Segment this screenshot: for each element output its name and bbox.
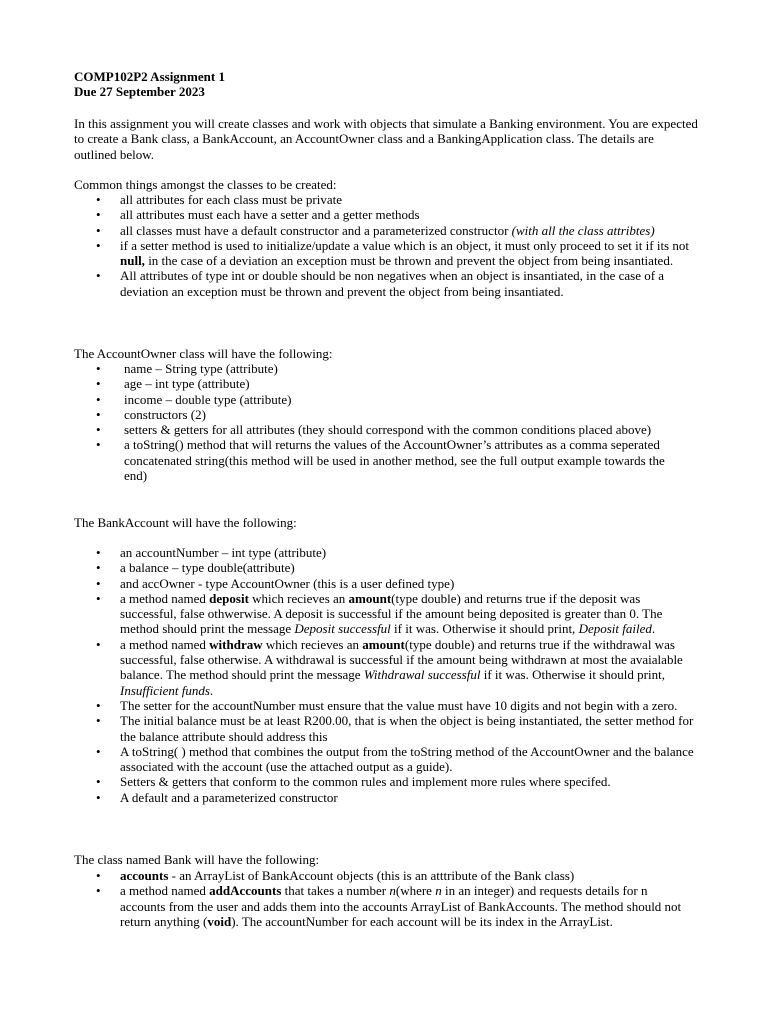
common-heading: Common things amongst the classes to be created:	[74, 177, 337, 192]
list-item: • accounts - an ArrayList of BankAccount objects (this is an atttribute of the Bank class)	[96, 868, 696, 883]
list-item: • A toString( ) method that combines the output from the toString method of the AccountOwner and the balance associated with the account (use the attached output as a guide).	[96, 744, 696, 775]
assignment-title: COMP102P2 Assignment 1	[74, 69, 225, 84]
list-item: • name – String type (attribute)	[96, 361, 666, 376]
list-item: • and accOwner - type AccountOwner (this is a user defined type)	[96, 576, 696, 591]
list-item: • a toString() method that will returns the values of the AccountOwner’s attributes as a comma seperated concatenated string(this method will be used in another method, see the full output example towards the end)	[96, 437, 666, 483]
list-item: • a method named withdraw which recieves an amount(type double) and returns true if the withdrawal was successful, false otherwise. A withdrawal is successful if the amount being withdrawn at most the avaialable balance. The method should print the message Withdrawal successful if it was. Otherwise it should print, Insufficient funds.	[96, 637, 696, 698]
due-date: Due 27 September 2023	[74, 84, 205, 100]
common-list	[96, 192, 696, 299]
list-item: • a method named addAccounts that takes a number n(where n in an integer) and requests details for n accounts from the user and adds them into the accounts ArrayList of BankAccounts. The method should not return anything (void). The accountNumber for each account will be its index in the ArrayList.	[96, 883, 696, 929]
list-item: • a balance – type double(attribute)	[96, 560, 696, 575]
list-item: • constructors (2)	[96, 407, 666, 422]
list-item: • setters & getters for all attributes (they should correspond with the common conditions placed above)	[96, 422, 666, 437]
intro-paragraph: In this assignment you will create classes and work with objects that simulate a Banking environment. You are expected to create a Bank class, a BankAccount, an AccountOwner class and a BankingApplication class. The details are outlined below.	[74, 116, 698, 162]
list-item: • all classes must have a default constructor and a parameterized constructor (with all the class attribtes)	[96, 223, 696, 238]
list-item: • an accountNumber – int type (attribute)	[96, 545, 696, 560]
account-owner-list	[96, 361, 666, 483]
bank-list	[96, 868, 696, 929]
bank-account-list	[96, 545, 696, 805]
list-item: • A default and a parameterized constructor	[96, 790, 696, 805]
list-item: • a method named deposit which recieves an amount(type double) and returns true if the deposit was successful, false othwerwise. A deposit is successful if the amount being deposited is greater than 0. The method should print the message Deposit successful if it was. Otherwise it should print, Deposit failed.	[96, 591, 696, 637]
list-item: • age – int type (attribute)	[96, 376, 666, 391]
list-item: • The initial balance must be at least R200.00, that is when the object is being instantiated, the setter method for the balance attribute should address this	[96, 713, 696, 744]
list-item: • All attributes of type int or double should be non negatives when an object is insantiated, in the case of a deviation an exception must be thrown and prevent the object from being insantiated.	[96, 268, 696, 299]
list-item: • all attributes for each class must be private	[96, 192, 696, 207]
bank-heading: The class named Bank will have the following:	[74, 852, 320, 867]
bank-account-heading: The BankAccount will have the following:	[74, 515, 297, 530]
account-owner-heading: The AccountOwner class will have the following:	[74, 346, 333, 361]
list-item: • Setters & getters that conform to the common rules and implement more rules where specifed.	[96, 774, 696, 789]
assignment-header	[74, 69, 704, 100]
list-item: • income – double type (attribute)	[96, 392, 666, 407]
list-item: • all attributes must each have a setter and a getter methods	[96, 207, 696, 222]
list-item: • The setter for the accountNumber must ensure that the value must have 10 digits and not begin with a zero.	[96, 698, 696, 713]
list-item: • if a setter method is used to initialize/update a value which is an object, it must only proceed to set it if its not null, in the case of a deviation an exception must be thrown and prevent the object from being insantiated.	[96, 238, 696, 269]
